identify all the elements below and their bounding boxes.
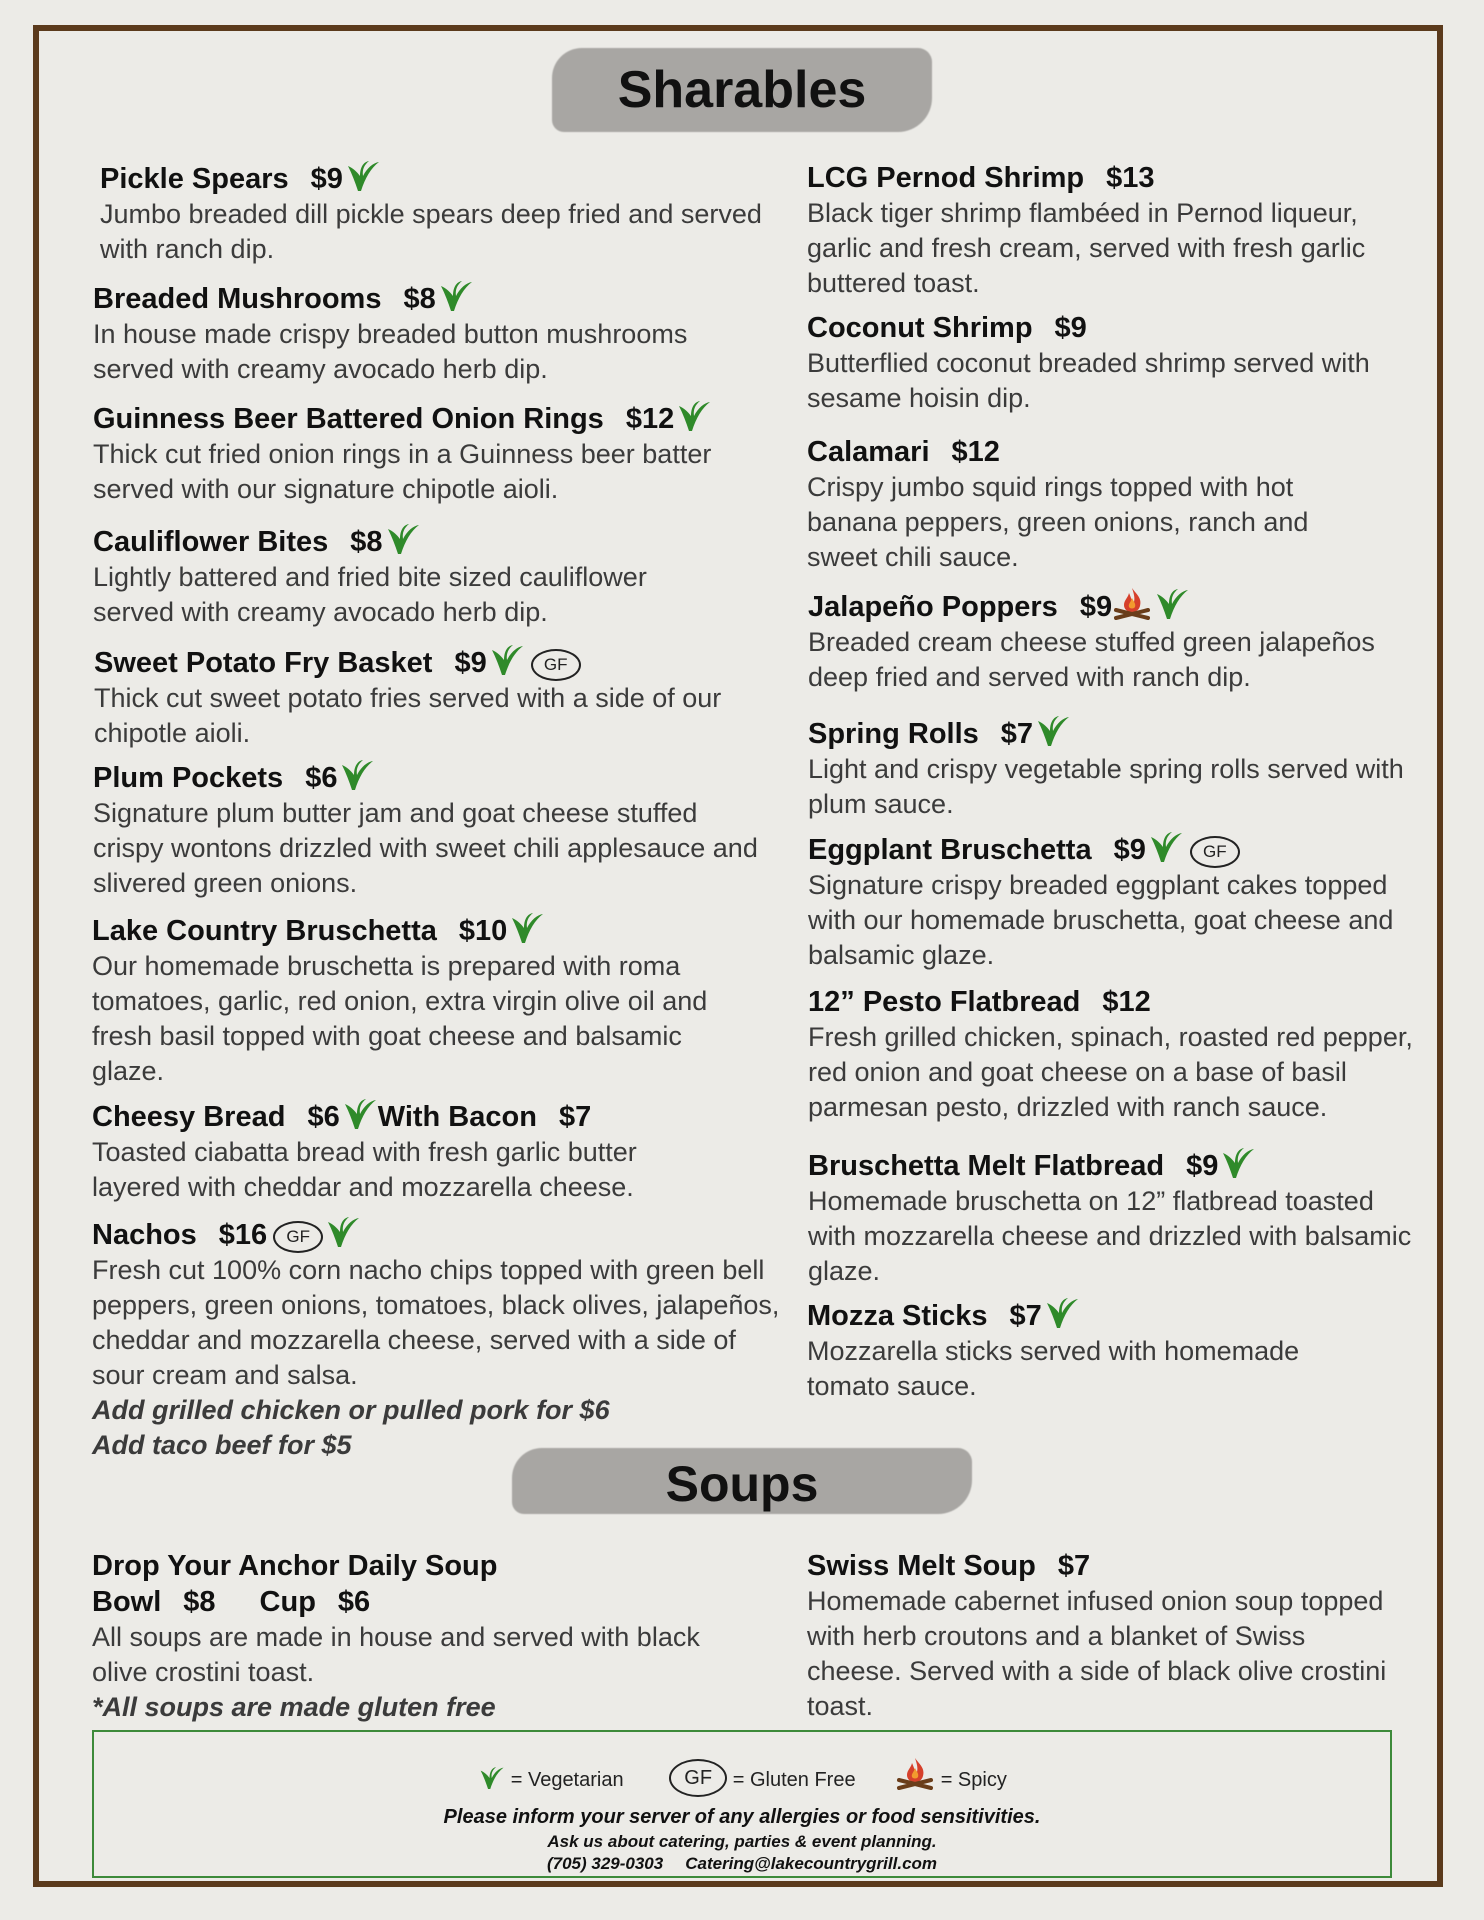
soup-item [92, 1548, 772, 1725]
vegetarian-icon [1146, 829, 1184, 865]
item-name: Bruschetta Melt Flatbread [808, 1150, 1165, 1182]
item-name: Calamari [807, 436, 930, 468]
menu-item [93, 398, 773, 507]
item-name: Guinness Beer Battered Onion Rings [93, 403, 604, 435]
item-price: $9 [454, 647, 487, 679]
item-name: 12” Pesto Flatbread [808, 986, 1081, 1018]
vegetarian-icon [487, 642, 525, 678]
item-price: $12 [625, 403, 675, 435]
item-description: Fresh cut 100% corn nacho chips topped with green bell peppers, green onions, tomatoes, black olives, jalapeños, cheddar and mozzarella cheese, served with a side of sour cream and salsa. [92, 1255, 780, 1390]
vegetarian-icon [340, 1096, 378, 1132]
legend-box [92, 1730, 1392, 1878]
vegetarian-icon [383, 521, 421, 557]
item-description: Thick cut sweet potato fries served with a side of our chipotle aioli. [94, 683, 722, 748]
item-addon-note: Add taco beef for $5 [92, 1430, 352, 1460]
menu-item [100, 158, 780, 267]
menu-item [808, 713, 1448, 822]
menu-item [807, 434, 1447, 575]
item-description: Butterflied coconut breaded shrimp served with sesame hoisin dip. [807, 348, 1370, 413]
gluten-free-icon: GF [1190, 836, 1240, 868]
item-description: Thick cut fried onion rings in a Guinness beer batter served with our signature chipotle aioli. [93, 439, 712, 504]
menu-item [92, 1214, 780, 1463]
legend-gluten-free-label: = Gluten Free [732, 1769, 856, 1791]
vegetarian-icon [436, 278, 474, 314]
item-price: $16 [218, 1219, 268, 1251]
item-addon-note: Add grilled chicken or pulled pork for $6 [92, 1395, 610, 1425]
vegetarian-icon [477, 1764, 505, 1792]
menu-item [808, 1145, 1448, 1289]
soup-gluten-note: *All soups are made gluten free [92, 1692, 496, 1722]
soup-name: Drop Your Anchor Daily Soup [92, 1550, 498, 1582]
menu-item [92, 1096, 772, 1205]
menu-item [807, 1295, 1447, 1404]
contact-line [94, 1854, 1390, 1874]
item-price: $9 [310, 163, 343, 195]
vegetarian-icon [1042, 1295, 1080, 1331]
vegetarian-icon [507, 910, 545, 946]
item-name: Cheesy Bread [92, 1101, 286, 1133]
item-name: Jalapeño Poppers [808, 591, 1058, 623]
item-name: LCG Pernod Shrimp [807, 162, 1085, 194]
item-price: $7 [1000, 718, 1034, 750]
item-description: Breaded cream cheese stuffed green jalapeños deep fried and served with ranch dip. [808, 627, 1375, 692]
item-name: Pickle Spears [100, 163, 289, 195]
menu-item [807, 160, 1447, 301]
menu-item [808, 586, 1448, 695]
item-price: $9 [1186, 1150, 1219, 1182]
item-name: Plum Pockets [93, 762, 284, 794]
item-description: Toasted ciabatta bread with fresh garlic butter layered with cheddar and mozzarella cheese. [92, 1137, 637, 1202]
item-description: Black tiger shrimp flambéed in Pernod liqueur, garlic and fresh cream, served with fresh garlic buttered toast. [807, 198, 1366, 298]
item-name: Coconut Shrimp [807, 312, 1033, 344]
cup-price: $6 [337, 1586, 371, 1618]
gluten-free-icon: GF [531, 649, 581, 681]
menu-item [94, 642, 774, 751]
item-price: $12 [1102, 986, 1151, 1018]
sharables-heading-block [0, 40, 1484, 140]
item-name: Sweet Potato Fry Basket [94, 647, 433, 679]
soup-description: Homemade cabernet infused onion soup topped with herb croutons and a blanket of Swiss cheese. Served with a side of black olive crostini toast. [807, 1586, 1387, 1721]
item-price: $13 [1106, 162, 1155, 194]
spicy-flame-icon [895, 1754, 935, 1794]
menu-item [807, 310, 1447, 416]
vegetarian-icon [343, 158, 381, 194]
item-name: Eggplant Bruschetta [808, 834, 1092, 866]
item-price: $8 [350, 526, 383, 558]
item-name: Cauliflower Bites [93, 526, 329, 558]
item-name: Mozza Sticks [807, 1300, 988, 1332]
item-description: Signature plum butter jam and goat cheese stuffed crispy wontons drizzled with sweet chili applesauce and slivered green onions. [93, 798, 758, 898]
vegetarian-icon [1152, 586, 1190, 622]
vegetarian-icon [337, 757, 375, 793]
item-description: Our homemade bruschetta is prepared with roma tomatoes, garlic, red onion, extra virgin olive oil and fresh basil topped with goat cheese and balsamic glaze. [92, 951, 708, 1086]
soups-heading-block [0, 1436, 1484, 1532]
item-description: Fresh grilled chicken, spinach, roasted red pepper, red onion and goat cheese on a base of basil parmesan pesto, drizzled with ranch sauce. [808, 1022, 1413, 1122]
item-description: Jumbo breaded dill pickle spears deep fried and served with ranch dip. [100, 199, 762, 264]
legend-vegetarian-label: = Vegetarian [510, 1769, 624, 1791]
item-name: Nachos [92, 1219, 197, 1251]
catering-notice: Ask us about catering, parties & event planning. [547, 1832, 937, 1851]
item-description: Signature crispy breaded eggplant cakes topped with our homemade bruschetta, goat cheese and balsamic glaze. [808, 870, 1394, 970]
item-price: $10 [458, 915, 508, 947]
item-price: $12 [951, 436, 1000, 468]
gluten-free-icon: GF [273, 1221, 323, 1253]
allergy-notice: Please inform your server of any allergies or food sensitivities. [443, 1806, 1041, 1828]
item-extra-price: $7 [558, 1101, 592, 1133]
item-price: $7 [1009, 1300, 1042, 1332]
vegetarian-icon [674, 398, 712, 434]
menu-item [92, 910, 772, 1089]
catering-email: Catering@lakecountrygrill.com [685, 1854, 938, 1873]
item-name: Lake Country Bruschetta [92, 915, 437, 947]
vegetarian-icon [1218, 1145, 1256, 1181]
legend-spicy-label: = Spicy [940, 1769, 1007, 1791]
soup-item [807, 1548, 1427, 1724]
item-price: $9 [1054, 312, 1087, 344]
menu-item [93, 278, 773, 387]
cup-label: Cup [259, 1586, 316, 1618]
soup-description: All soups are made in house and served with black olive crostini toast. [92, 1622, 700, 1687]
menu-item [808, 984, 1448, 1125]
soups-title: Soups [665, 1456, 819, 1512]
phone-number: (705) 329-0303 [546, 1854, 664, 1873]
item-price: $9 [1079, 591, 1113, 623]
sharables-title: Sharables [617, 61, 867, 119]
item-price: $6 [307, 1101, 340, 1133]
item-price: $9 [1113, 834, 1146, 866]
vegetarian-icon [1033, 713, 1071, 749]
item-description: Homemade bruschetta on 12” flatbread toasted with mozzarella cheese and drizzled with balsamic glaze. [808, 1186, 1412, 1286]
bowl-label: Bowl [92, 1586, 162, 1618]
item-description: In house made crispy breaded button mushrooms served with creamy avocado herb dip. [93, 319, 688, 384]
soup-price: $7 [1057, 1550, 1091, 1582]
item-name: Breaded Mushrooms [93, 283, 382, 315]
item-price: $8 [403, 283, 436, 315]
menu-item [808, 829, 1448, 973]
legend-key-row [94, 1754, 1390, 1797]
spicy-flame-icon [1112, 586, 1152, 622]
bowl-price: $8 [183, 1586, 216, 1618]
item-price: $6 [305, 762, 338, 794]
vegetarian-icon [323, 1214, 361, 1250]
gluten-free-icon: GF [669, 1759, 727, 1797]
item-description: Crispy jumbo squid rings topped with hot banana peppers, green onions, ranch and sweet chili sauce. [807, 472, 1309, 572]
item-extra: With Bacon [377, 1101, 537, 1133]
item-description: Lightly battered and fried bite sized cauliflower served with creamy avocado herb dip. [93, 562, 647, 627]
menu-item [93, 521, 773, 630]
item-name: Spring Rolls [808, 718, 979, 750]
soup-name: Swiss Melt Soup [807, 1550, 1036, 1582]
item-description: Mozzarella sticks served with homemade tomato sauce. [807, 1336, 1300, 1401]
item-description: Light and crispy vegetable spring rolls served with plum sauce. [808, 754, 1404, 819]
menu-item [93, 757, 773, 901]
